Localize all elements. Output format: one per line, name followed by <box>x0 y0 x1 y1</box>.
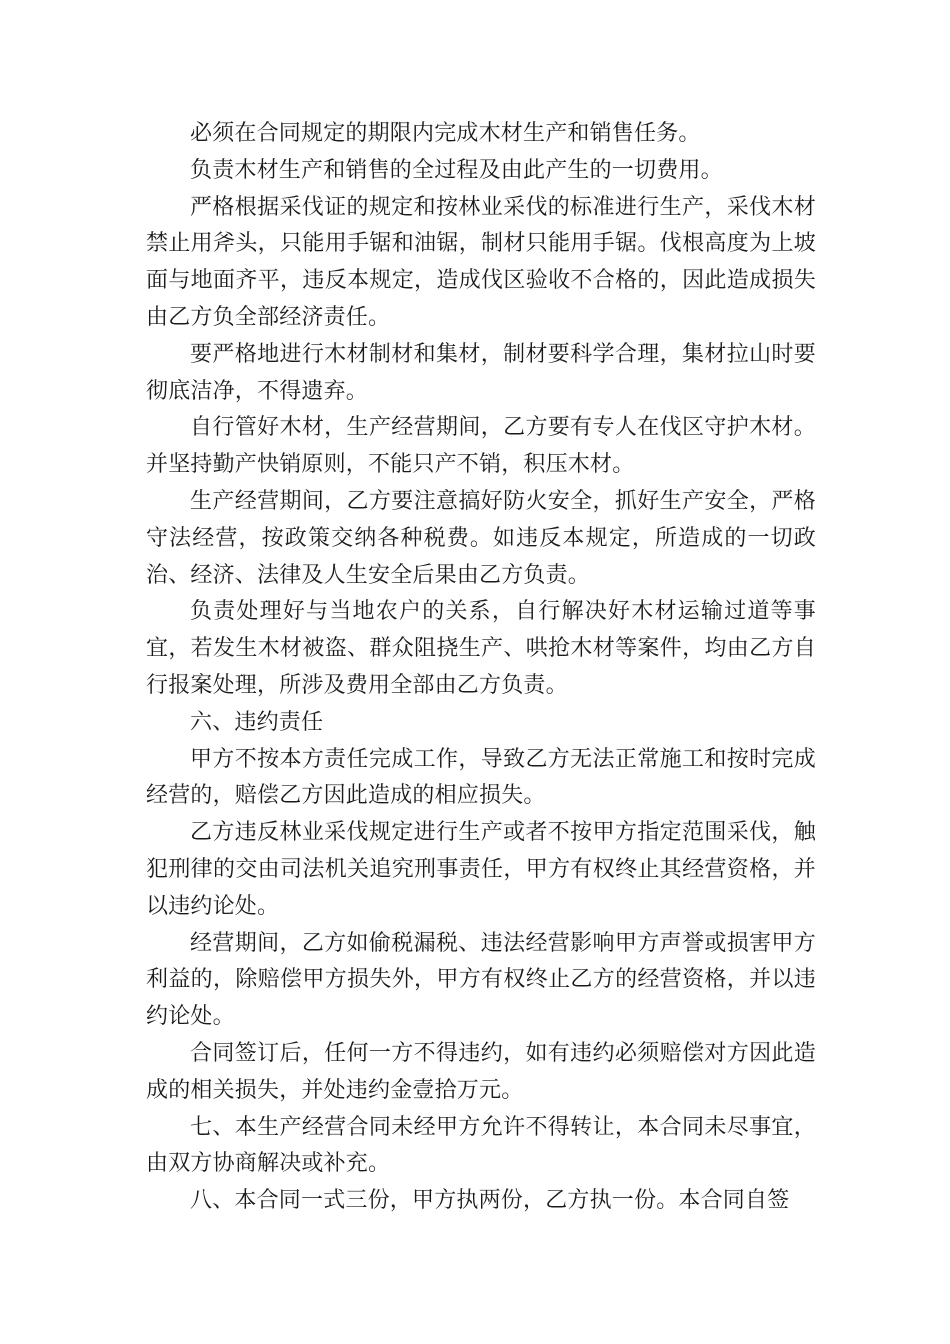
document-body <box>146 116 816 1220</box>
paragraph: 乙方违反林业采伐规定进行生产或者不按甲方指定范围采伐，触犯刑律的交由司法机关追究刑事责任，甲方有权终止其经营资格，并以违约论处。 <box>146 820 816 919</box>
paragraph: 甲方不按本方责任完成工作，导致乙方无法正常施工和按时完成经营的，赔偿乙方因此造成的相应损失。 <box>146 746 816 809</box>
paragraph: 自行管好木材，生产经营期间，乙方要有专人在伐区守护木材。并坚持勤产快销原则，不能只产不销，积压木材。 <box>146 415 816 478</box>
paragraph: 负责木材生产和销售的全过程及由此产生的一切费用。 <box>190 157 723 183</box>
paragraph: 合同签订后，任何一方不得违约，如有违约必须赔偿对方因此造成的相关损失，并处违约金壹拾万元。 <box>146 1040 816 1103</box>
paragraph: 生产经营期间，乙方要注意搞好防火安全，抓好生产安全，严格守法经营，按政策交纳各种税费。如违反本规定，所造成的一切政治、经济、法律及人生安全后果由乙方负责。 <box>146 488 816 588</box>
section-heading: 六、违约责任 <box>190 709 324 735</box>
paragraph: 严格根据采伐证的规定和按林业采伐的标准进行生产，采伐木材禁止用斧头，只能用手锯和油锯，制材只能用手锯。伐根高度为上坡面与地面齐平，违反本规定，造成伐区验收不合格的，因此造成损失由乙方负全部经济责任。 <box>146 194 816 330</box>
paragraph: 要严格地进行木材制材和集材，制材要科学合理，集材拉山时要彻底洁净，不得遗弃。 <box>146 341 816 404</box>
paragraph: 必须在合同规定的期限内完成木材生产和销售任务。 <box>190 121 701 146</box>
paragraph: 经营期间，乙方如偷税漏税、违法经营影响甲方声誉或损害甲方利益的，除赔偿甲方损失外，甲方有权终止乙方的经营资格，并以违约论处。 <box>146 930 816 1030</box>
paragraph: 负责处理好与当地农户的关系，自行解决好木材运输过道等事宜，若发生木材被盗、群众阻挠生产、哄抢木材等案件，均由乙方自行报案处理，所涉及费用全部由乙方负责。 <box>146 599 816 698</box>
paragraph: 八、本合同一式三份，甲方执两份，乙方执一份。本合同自签 <box>190 1188 790 1214</box>
paragraph: 七、本生产经营合同未经甲方允许不得转让，本合同未尽事宜，由双方协商解决或补充。 <box>146 1114 816 1177</box>
